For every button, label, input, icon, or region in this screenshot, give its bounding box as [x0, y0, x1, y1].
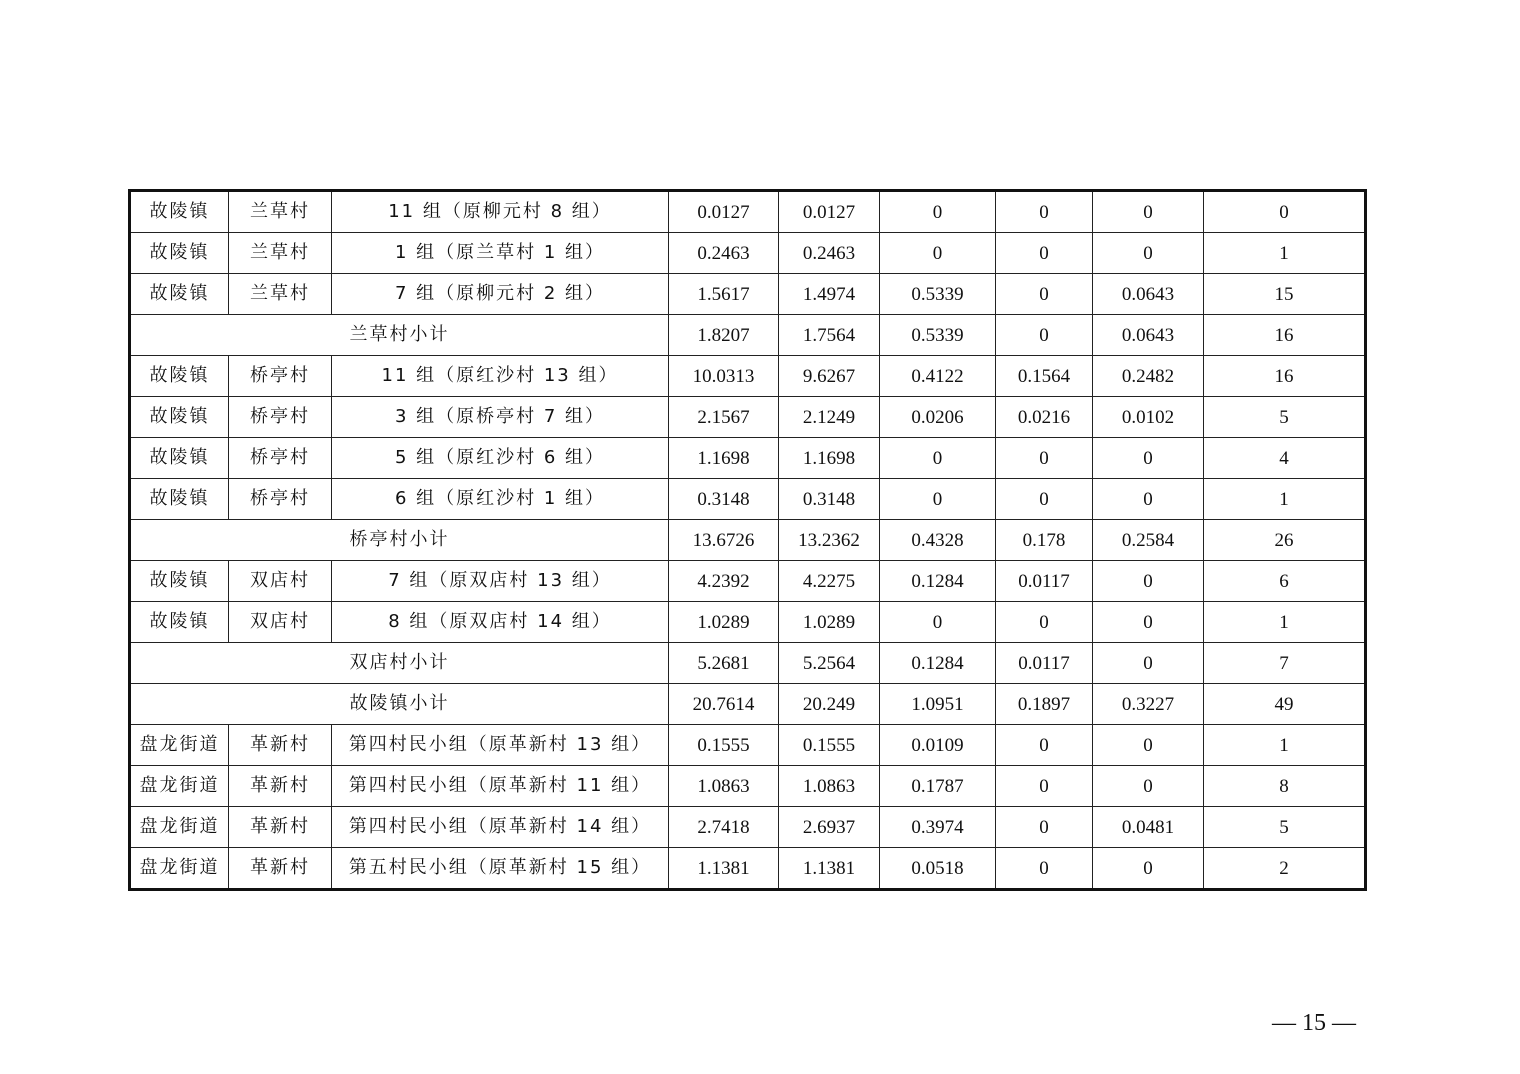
subtotal-label: 兰草村小计	[130, 315, 669, 356]
value-cell: 0	[880, 438, 996, 479]
value-cell: 0.3148	[779, 479, 880, 520]
value-cell: 0	[996, 602, 1093, 643]
value-cell: 0	[1093, 438, 1204, 479]
value-cell: 0.4328	[880, 520, 996, 561]
value-cell: 4.2275	[779, 561, 880, 602]
town-cell: 故陵镇	[130, 356, 229, 397]
value-cell: 0.0518	[880, 848, 996, 890]
value-cell: 0	[1204, 191, 1366, 233]
value-cell: 0.0102	[1093, 397, 1204, 438]
value-cell: 0	[1093, 848, 1204, 890]
value-cell: 0.5339	[880, 274, 996, 315]
table-body	[130, 191, 1366, 890]
table-row	[130, 397, 1366, 438]
value-cell: 0	[996, 766, 1093, 807]
value-cell: 0	[996, 274, 1093, 315]
subtotal-label: 故陵镇小计	[130, 684, 669, 725]
value-cell: 1.5617	[669, 274, 779, 315]
value-cell: 49	[1204, 684, 1366, 725]
data-table	[128, 189, 1367, 891]
town-cell: 故陵镇	[130, 233, 229, 274]
table-row	[130, 766, 1366, 807]
value-cell: 13.2362	[779, 520, 880, 561]
value-cell: 0	[996, 807, 1093, 848]
value-cell: 0.1555	[669, 725, 779, 766]
value-cell: 0	[880, 233, 996, 274]
value-cell: 0	[1093, 561, 1204, 602]
value-cell: 1	[1204, 233, 1366, 274]
value-cell: 0.4122	[880, 356, 996, 397]
group-cell: 第五村民小组（原革新村 15 组）	[332, 848, 669, 890]
value-cell: 0.0127	[779, 191, 880, 233]
group-cell: 11 组（原红沙村 13 组）	[332, 356, 669, 397]
value-cell: 1.0289	[779, 602, 880, 643]
value-cell: 0.1787	[880, 766, 996, 807]
value-cell: 9.6267	[779, 356, 880, 397]
value-cell: 0.2482	[1093, 356, 1204, 397]
village-cell: 双店村	[229, 561, 332, 602]
group-cell: 1 组（原兰草村 1 组）	[332, 233, 669, 274]
village-cell: 桥亭村	[229, 479, 332, 520]
value-cell: 5.2564	[779, 643, 880, 684]
table-row	[130, 807, 1366, 848]
value-cell: 5	[1204, 807, 1366, 848]
value-cell: 0	[880, 191, 996, 233]
value-cell: 10.0313	[669, 356, 779, 397]
group-cell: 8 组（原双店村 14 组）	[332, 602, 669, 643]
value-cell: 13.6726	[669, 520, 779, 561]
table-row	[130, 848, 1366, 890]
value-cell: 0	[880, 602, 996, 643]
table-row	[130, 725, 1366, 766]
value-cell: 7	[1204, 643, 1366, 684]
value-cell: 0.3227	[1093, 684, 1204, 725]
value-cell: 0.1564	[996, 356, 1093, 397]
group-cell: 3 组（原桥亭村 7 组）	[332, 397, 669, 438]
value-cell: 8	[1204, 766, 1366, 807]
town-cell: 故陵镇	[130, 561, 229, 602]
subtotal-row	[130, 520, 1366, 561]
village-cell: 兰草村	[229, 274, 332, 315]
value-cell: 0.1284	[880, 643, 996, 684]
value-cell: 0.2584	[1093, 520, 1204, 561]
village-cell: 桥亭村	[229, 356, 332, 397]
table-row	[130, 602, 1366, 643]
value-cell: 0	[996, 191, 1093, 233]
village-cell: 革新村	[229, 725, 332, 766]
value-cell: 2.6937	[779, 807, 880, 848]
subtotal-row	[130, 643, 1366, 684]
subtotal-row	[130, 684, 1366, 725]
value-cell: 0	[1093, 191, 1204, 233]
value-cell: 2.1567	[669, 397, 779, 438]
value-cell: 0.0643	[1093, 274, 1204, 315]
value-cell: 0.1284	[880, 561, 996, 602]
value-cell: 5	[1204, 397, 1366, 438]
town-cell: 盘龙街道	[130, 848, 229, 890]
value-cell: 1.1698	[779, 438, 880, 479]
value-cell: 0.0206	[880, 397, 996, 438]
subtotal-label: 双店村小计	[130, 643, 669, 684]
value-cell: 0.3148	[669, 479, 779, 520]
value-cell: 1.7564	[779, 315, 880, 356]
value-cell: 0	[1093, 643, 1204, 684]
value-cell: 0.3974	[880, 807, 996, 848]
value-cell: 1.0863	[779, 766, 880, 807]
value-cell: 26	[1204, 520, 1366, 561]
table-row	[130, 479, 1366, 520]
subtotal-row	[130, 315, 1366, 356]
page-number: — 15 —	[1272, 1010, 1356, 1036]
value-cell: 16	[1204, 356, 1366, 397]
value-cell: 1.0863	[669, 766, 779, 807]
value-cell: 0.0216	[996, 397, 1093, 438]
town-cell: 故陵镇	[130, 397, 229, 438]
village-cell: 兰草村	[229, 233, 332, 274]
value-cell: 0.0109	[880, 725, 996, 766]
subtotal-label: 桥亭村小计	[130, 520, 669, 561]
group-cell: 7 组（原双店村 13 组）	[332, 561, 669, 602]
table-row	[130, 191, 1366, 233]
value-cell: 0.1555	[779, 725, 880, 766]
town-cell: 故陵镇	[130, 191, 229, 233]
value-cell: 0.0117	[996, 561, 1093, 602]
value-cell: 4	[1204, 438, 1366, 479]
value-cell: 4.2392	[669, 561, 779, 602]
value-cell: 0.0117	[996, 643, 1093, 684]
town-cell: 故陵镇	[130, 479, 229, 520]
value-cell: 1.1381	[669, 848, 779, 890]
table-row	[130, 356, 1366, 397]
value-cell: 0.2463	[779, 233, 880, 274]
value-cell: 0.5339	[880, 315, 996, 356]
value-cell: 2.7418	[669, 807, 779, 848]
group-cell: 5 组（原红沙村 6 组）	[332, 438, 669, 479]
value-cell: 0	[996, 479, 1093, 520]
town-cell: 盘龙街道	[130, 725, 229, 766]
village-cell: 革新村	[229, 766, 332, 807]
town-cell: 故陵镇	[130, 274, 229, 315]
value-cell: 1.1381	[779, 848, 880, 890]
value-cell: 20.7614	[669, 684, 779, 725]
table-row	[130, 233, 1366, 274]
value-cell: 1.0951	[880, 684, 996, 725]
value-cell: 1.0289	[669, 602, 779, 643]
village-cell: 革新村	[229, 807, 332, 848]
value-cell: 6	[1204, 561, 1366, 602]
value-cell: 0	[1093, 766, 1204, 807]
value-cell: 1.4974	[779, 274, 880, 315]
town-cell: 故陵镇	[130, 602, 229, 643]
value-cell: 0	[996, 848, 1093, 890]
village-cell: 桥亭村	[229, 438, 332, 479]
value-cell: 0.0643	[1093, 315, 1204, 356]
group-cell: 11 组（原柳元村 8 组）	[332, 191, 669, 233]
value-cell: 0	[996, 725, 1093, 766]
value-cell: 0.1897	[996, 684, 1093, 725]
value-cell: 0	[996, 315, 1093, 356]
village-cell: 桥亭村	[229, 397, 332, 438]
group-cell: 7 组（原柳元村 2 组）	[332, 274, 669, 315]
village-cell: 兰草村	[229, 191, 332, 233]
value-cell: 0	[996, 438, 1093, 479]
value-cell: 0.2463	[669, 233, 779, 274]
town-cell: 盘龙街道	[130, 807, 229, 848]
value-cell: 15	[1204, 274, 1366, 315]
value-cell: 2	[1204, 848, 1366, 890]
value-cell: 0	[996, 233, 1093, 274]
village-cell: 双店村	[229, 602, 332, 643]
value-cell: 0	[1093, 602, 1204, 643]
value-cell: 20.249	[779, 684, 880, 725]
value-cell: 1.1698	[669, 438, 779, 479]
value-cell: 0	[880, 479, 996, 520]
group-cell: 6 组（原红沙村 1 组）	[332, 479, 669, 520]
value-cell: 0	[1093, 479, 1204, 520]
town-cell: 故陵镇	[130, 438, 229, 479]
value-cell: 0.178	[996, 520, 1093, 561]
value-cell: 16	[1204, 315, 1366, 356]
group-cell: 第四村民小组（原革新村 14 组）	[332, 807, 669, 848]
value-cell: 5.2681	[669, 643, 779, 684]
value-cell: 1	[1204, 725, 1366, 766]
village-cell: 革新村	[229, 848, 332, 890]
value-cell: 1	[1204, 479, 1366, 520]
value-cell: 1.8207	[669, 315, 779, 356]
value-cell: 0	[1093, 725, 1204, 766]
group-cell: 第四村民小组（原革新村 11 组）	[332, 766, 669, 807]
table-row	[130, 561, 1366, 602]
value-cell: 2.1249	[779, 397, 880, 438]
value-cell: 0.0481	[1093, 807, 1204, 848]
table-row	[130, 438, 1366, 479]
group-cell: 第四村民小组（原革新村 13 组）	[332, 725, 669, 766]
town-cell: 盘龙街道	[130, 766, 229, 807]
table-row	[130, 274, 1366, 315]
value-cell: 1	[1204, 602, 1366, 643]
value-cell: 0.0127	[669, 191, 779, 233]
value-cell: 0	[1093, 233, 1204, 274]
